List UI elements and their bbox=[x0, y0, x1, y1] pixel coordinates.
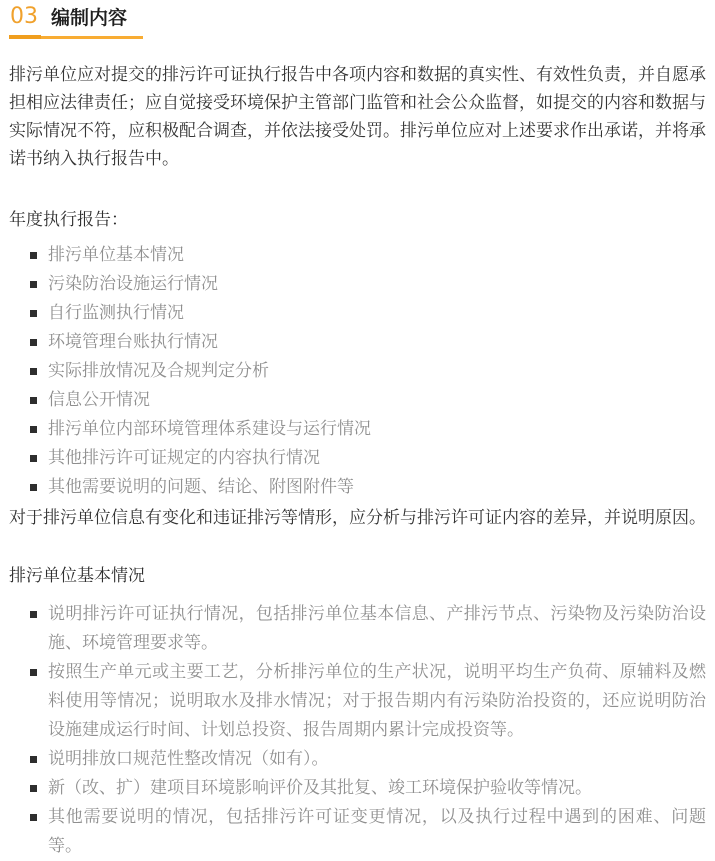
section-header bbox=[9, 5, 706, 39]
square-bullet-icon bbox=[30, 252, 37, 259]
list-item bbox=[9, 270, 706, 299]
square-bullet-icon bbox=[30, 339, 37, 346]
difference-note-paragraph: 对于排污单位信息有变化和违证排污等情形，应分析与排污许可证内容的差异，并说明原因。 bbox=[9, 508, 706, 529]
basic-info-list bbox=[9, 600, 706, 861]
list-item-label: 实际排放情况及合规判定分析 bbox=[48, 361, 269, 382]
square-bullet-icon bbox=[30, 455, 37, 462]
list-item bbox=[9, 415, 706, 444]
list-item-label: 排污单位内部环境管理体系建设与运行情况 bbox=[48, 419, 371, 440]
annual-report-list bbox=[9, 241, 706, 502]
list-item-label: 信息公开情况 bbox=[48, 390, 150, 411]
list-item-label: 新（改、扩）建项目环境影响评价及其批复、竣工环境保护验收等情况。 bbox=[48, 778, 592, 799]
section-number: 03 bbox=[9, 5, 41, 39]
list-item bbox=[9, 386, 706, 415]
square-bullet-icon bbox=[30, 611, 37, 618]
square-bullet-icon bbox=[30, 669, 37, 676]
list-item-label: 其他需要说明的情况，包括排污许可证变更情况，以及执行过程中遇到的困难、问题等。 bbox=[48, 807, 706, 857]
list-item bbox=[9, 658, 706, 745]
list-item-label: 说明排放口规范性整改情况（如有）。 bbox=[48, 749, 329, 770]
square-bullet-icon bbox=[30, 397, 37, 404]
list-item-label: 环境管理台账执行情况 bbox=[48, 332, 218, 353]
list-item bbox=[9, 299, 706, 328]
square-bullet-icon bbox=[30, 484, 37, 491]
intro-paragraph: 排污单位应对提交的排污许可证执行报告中各项内容和数据的真实性、有效性负责，并自愿承担相应法律责任；应自觉接受环境保护主管部门监管和社会公众监督，如提交的内容和数据与实际情况不符，应积极配合调查，并依法接受处罚。排污单位应对上述要求作出承诺，并将承诺书纳入执行报告中。 bbox=[9, 65, 706, 170]
square-bullet-icon bbox=[30, 310, 37, 317]
list-item bbox=[9, 803, 706, 861]
square-bullet-icon bbox=[30, 785, 37, 792]
list-item bbox=[9, 357, 706, 386]
square-bullet-icon bbox=[30, 814, 37, 821]
list-item bbox=[9, 328, 706, 357]
list-item-label: 其他排污许可证规定的内容执行情况 bbox=[48, 448, 320, 469]
list-item-label: 说明排污许可证执行情况，包括排污单位基本信息、产排污节点、污染物及污染防治设施、环境管理要求等。 bbox=[48, 604, 706, 654]
list-item-label: 自行监测执行情况 bbox=[48, 303, 184, 324]
list-item-label: 其他需要说明的问题、结论、附图附件等 bbox=[48, 477, 354, 498]
list-item bbox=[9, 774, 706, 803]
square-bullet-icon bbox=[30, 368, 37, 375]
annual-report-heading: 年度执行报告： bbox=[9, 210, 128, 231]
square-bullet-icon bbox=[30, 426, 37, 433]
list-item-label: 按照生产单元或主要工艺，分析排污单位的生产状况，说明平均生产负荷、原辅料及燃料使用等情况；说明取水及排水情况；对于报告期内有污染防治投资的，还应说明防治设施建成运行时间、计划总投资、报告周期内累计完成投资等。 bbox=[48, 662, 706, 741]
list-item bbox=[9, 444, 706, 473]
list-item bbox=[9, 600, 706, 658]
list-item-label: 排污单位基本情况 bbox=[48, 245, 184, 266]
list-item bbox=[9, 745, 706, 774]
list-item bbox=[9, 241, 706, 270]
square-bullet-icon bbox=[30, 281, 37, 288]
section-title: 编制内容 bbox=[41, 8, 143, 39]
list-item-label: 污染防治设施运行情况 bbox=[48, 274, 218, 295]
basic-info-heading: 排污单位基本情况 bbox=[9, 566, 145, 587]
square-bullet-icon bbox=[30, 756, 37, 763]
list-item bbox=[9, 473, 706, 502]
